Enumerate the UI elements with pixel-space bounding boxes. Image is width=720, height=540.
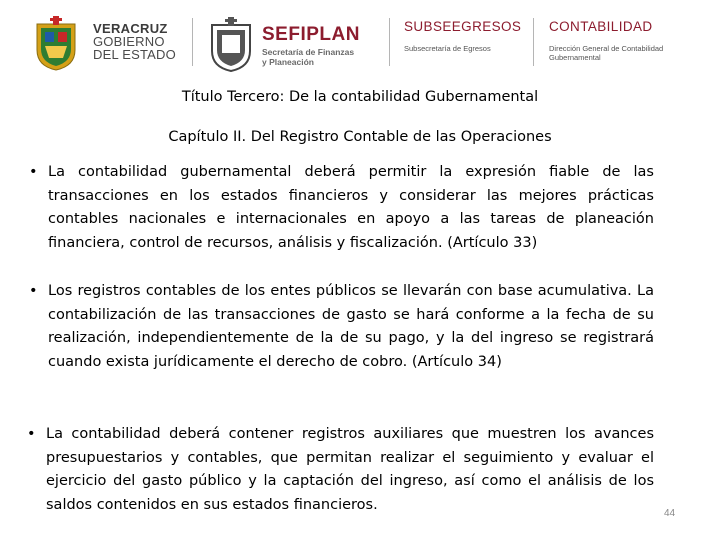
- sefiplan-subtitle: [262, 47, 354, 67]
- list-item-text: La contabilidad deberá contener registros auxiliares que muestren los avances presupuestarios y contables, que permitan realizar el seguimiento y evaluar el ejercicio del gasto público y la captación del ingreso, así como el análisis de los saldos contenidos en sus estados financieros.: [46, 426, 654, 513]
- bullet-icon: •: [29, 164, 38, 180]
- sefiplan-shield-icon: [208, 15, 254, 73]
- veracruz-line1: VERACRUZ: [93, 21, 168, 36]
- page-title: Título Tercero: De la contabilidad Gubernamental: [181, 89, 539, 105]
- sefiplan-sub1: Secretaría de Finanzas: [262, 47, 355, 57]
- header-divider: [533, 18, 534, 66]
- bullet-icon: •: [27, 426, 36, 442]
- subsecretaria-title: SUBSEEGRESOS: [404, 19, 522, 34]
- list-item: [29, 280, 654, 374]
- contabilidad-subtitle: Dirección General de Contabilidad Gubernamental: [549, 44, 664, 62]
- chapter-title: Capítulo II. Del Registro Contable de las Operaciones: [168, 129, 552, 145]
- page-number: 44: [664, 508, 676, 519]
- veracruz-line3: DEL ESTADO: [93, 47, 176, 62]
- sefiplan-name: SEFIPLAN: [262, 24, 360, 45]
- list-item-text: Los registros contables de los entes públicos se llevarán con base acumulativa. La contabilización de las transacciones de gasto se hará conforme a la fecha de su realización, independientemente de la de su pago, y la del ingreso se registrará cuando exista jurídicamente el derecho de cobro. (Artículo 34): [48, 283, 654, 370]
- header-divider: [192, 18, 193, 66]
- bullet-icon: •: [29, 283, 38, 299]
- header-bar: [0, 0, 720, 80]
- list-item: [27, 423, 654, 517]
- sefiplan-sub2: y Planeación: [262, 57, 314, 67]
- veracruz-line2: GOBIERNO: [93, 34, 165, 49]
- contabilidad-title: CONTABILIDAD: [549, 19, 653, 34]
- list-item: [29, 161, 654, 255]
- subsecretaria-subtitle: Subsecretaría de Egresos: [404, 44, 491, 53]
- veracruz-shield-icon: [33, 14, 79, 72]
- veracruz-wordmark: [93, 22, 176, 61]
- header-divider: [389, 18, 390, 66]
- list-item-text: La contabilidad gubernamental deberá permitir la expresión fiable de las transacciones en los estados financieros y considerar las mejores prácticas contables nacionales e internacionales en apoyo a las tareas de planeación financiera, control de recursos, análisis y fiscalización. (Artículo 33): [48, 164, 654, 251]
